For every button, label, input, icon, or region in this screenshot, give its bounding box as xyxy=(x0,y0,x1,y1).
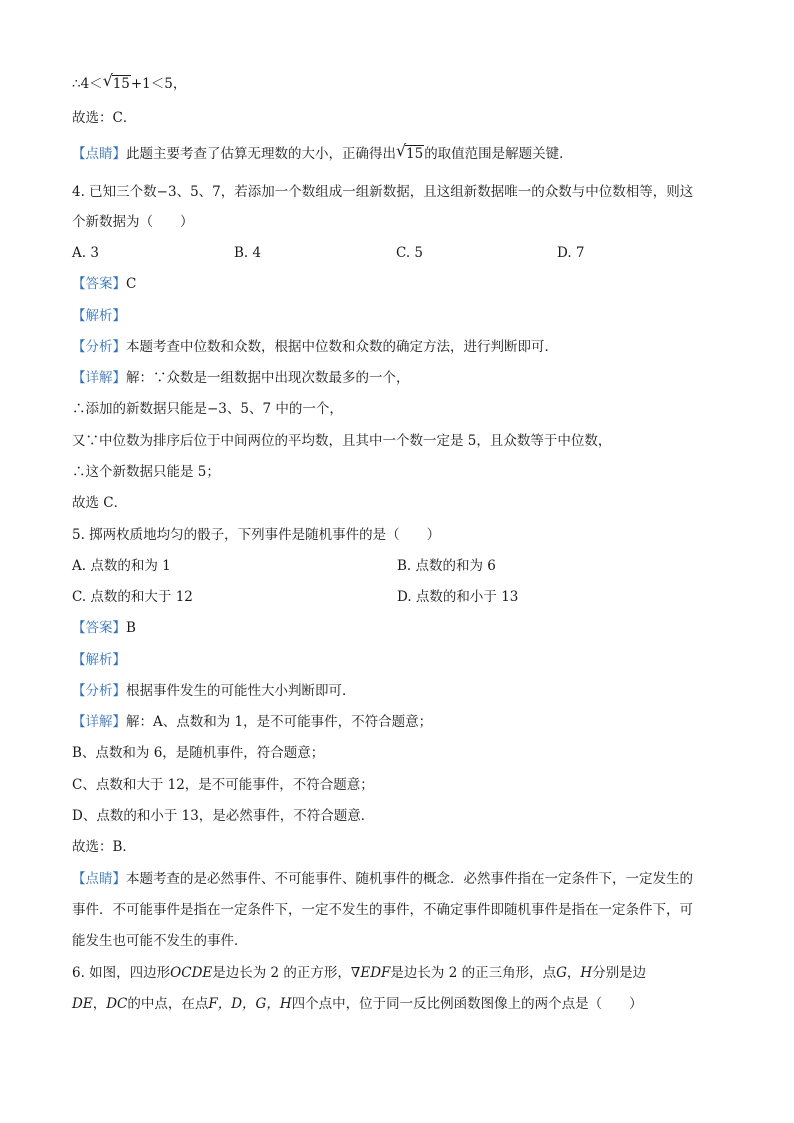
answer-tag: 【答案】 xyxy=(72,276,126,292)
comment-text: 的取值范围是解题关键． xyxy=(424,146,573,162)
q4-solution-line2: ∴添加的新数据只能是−3、5、7 中的一个， xyxy=(72,401,343,417)
q4-stem-line1: 4. 已知三个数−3、5、7，若添加一个数组成一组新数据，且这组新数据唯一的众数与中位数相等，则这 xyxy=(72,184,694,200)
q5-comment-line1 xyxy=(72,870,693,888)
comment-tag: 【点睛】 xyxy=(72,871,126,887)
q5-solution-d: D、点数的和小于 13，是必然事件，不符合题意． xyxy=(72,808,375,824)
xiangjie-tag: 【详解】 xyxy=(72,714,126,730)
q6-text: 是边长为 2 的正三角形，点 xyxy=(390,965,557,981)
q6-text: 分别是边 xyxy=(592,965,647,981)
q5-comment-line2: 事件．不可能事件是指在一定条件下，一定不发生的事件，不确定事件即随机事件是指在一定条件下，可 xyxy=(72,902,693,918)
q5-analysis-tag: 【解析】 xyxy=(72,652,126,668)
q4-xiangjie xyxy=(72,369,410,387)
q5-xiangjie xyxy=(72,713,432,731)
q4-fenxi xyxy=(72,338,558,356)
inequality-suffix: +1＜5， xyxy=(130,76,187,92)
q5-answer xyxy=(72,619,136,637)
q4-solution-line4: ∴这个新数据只能是 5； xyxy=(72,464,220,480)
q3-choice: 故选：C． xyxy=(72,110,137,126)
q6-text: 的中点，在点 xyxy=(127,996,209,1012)
sqrt-15: √ 15 xyxy=(102,71,130,92)
fenxi-text: 根据事件发生的可能性大小判断即可． xyxy=(126,683,356,699)
q5-fenxi xyxy=(72,682,356,700)
q4-stem-line2: 个新数据为（ ） xyxy=(72,214,194,230)
q6-text: ， xyxy=(92,996,107,1012)
xiangjie-text: 解：A、点数和为 1，是不可能事件，不符合题意； xyxy=(126,714,433,730)
q4-option-d: D. 7 xyxy=(557,245,585,261)
q5-option-a: A. 点数的和为 1 xyxy=(72,558,171,574)
inequality-prefix: ∴4＜ xyxy=(72,76,103,92)
q6-var-g: G xyxy=(556,965,567,981)
answer-value: B xyxy=(126,620,136,636)
q6-var-ocde: OCDE xyxy=(170,965,213,981)
fenxi-tag: 【分析】 xyxy=(72,339,126,355)
q6-var-de: DE xyxy=(72,996,93,1012)
fenxi-text: 本题考查中位数和众数，根据中位数和众数的确定方法，进行判断即可． xyxy=(126,339,558,355)
q6-stem-line1 xyxy=(72,964,646,982)
q4-analysis-tag: 【解析】 xyxy=(72,308,126,324)
q6-var-h: H xyxy=(580,965,593,981)
q5-option-d: D. 点数的和小于 13 xyxy=(397,589,519,605)
answer-value: C xyxy=(126,276,137,292)
q5-option-b: B. 点数的和为 6 xyxy=(397,558,496,574)
q4-answer xyxy=(72,275,136,293)
q5-solution-b: B、点数和为 6，是随机事件，符合题意； xyxy=(72,745,325,761)
q6-var-points: F，D，G，H xyxy=(208,996,292,1012)
q6-text: 6. 如图，四边形 xyxy=(72,965,171,981)
sqrt-arg: 15 xyxy=(406,146,424,162)
q6-var-edf: ∇EDF xyxy=(350,965,391,981)
q5-option-c: C. 点数的和大于 12 xyxy=(72,589,193,605)
q5-comment-line3: 能发生也可能不发生的事件． xyxy=(72,933,248,949)
q4-choice: 故选 C． xyxy=(72,495,128,511)
comment-text: 本题考查的是必然事件、不可能事件、随机事件的概念．必然事件指在一定条件下，一定发生的 xyxy=(126,871,693,887)
q5-stem: 5. 掷两枚质地均匀的骰子，下列事件是随机事件的是（ ） xyxy=(72,527,441,543)
comment-text: 此题主要考查了估算无理数的大小，正确得出 xyxy=(126,146,396,162)
q5-choice: 故选：B． xyxy=(72,839,136,855)
q3-comment xyxy=(72,141,573,163)
xiangjie-text: 解：∵众数是一组数据中出现次数最多的一个， xyxy=(126,370,410,386)
q6-text: 是边长为 2 的正方形， xyxy=(212,965,351,981)
answer-tag: 【答案】 xyxy=(72,620,126,636)
q6-text: ， xyxy=(566,965,581,981)
sqrt-15: √ 15 xyxy=(396,141,424,162)
inequality-line xyxy=(72,71,187,93)
q4-solution-line3: 又∵中位数为排序后位于中间两位的平均数，且其中一个数一定是 5，且众数等于中位数， xyxy=(72,433,612,449)
comment-tag: 【点睛】 xyxy=(72,146,126,162)
q4-option-b: B. 4 xyxy=(234,245,262,261)
q4-option-c: C. 5 xyxy=(396,245,424,261)
q5-solution-c: C、点数和大于 12，是不可能事件，不符合题意； xyxy=(72,777,374,793)
q6-text: 四个点中，位于同一反比例函数图像上的两个点是（ ） xyxy=(291,996,643,1012)
q6-stem-line2 xyxy=(72,995,643,1013)
sqrt-arg: 15 xyxy=(112,76,130,92)
q6-var-dc: DC xyxy=(106,996,128,1012)
xiangjie-tag: 【详解】 xyxy=(72,370,126,386)
q4-option-a: A. 3 xyxy=(72,245,99,261)
fenxi-tag: 【分析】 xyxy=(72,683,126,699)
